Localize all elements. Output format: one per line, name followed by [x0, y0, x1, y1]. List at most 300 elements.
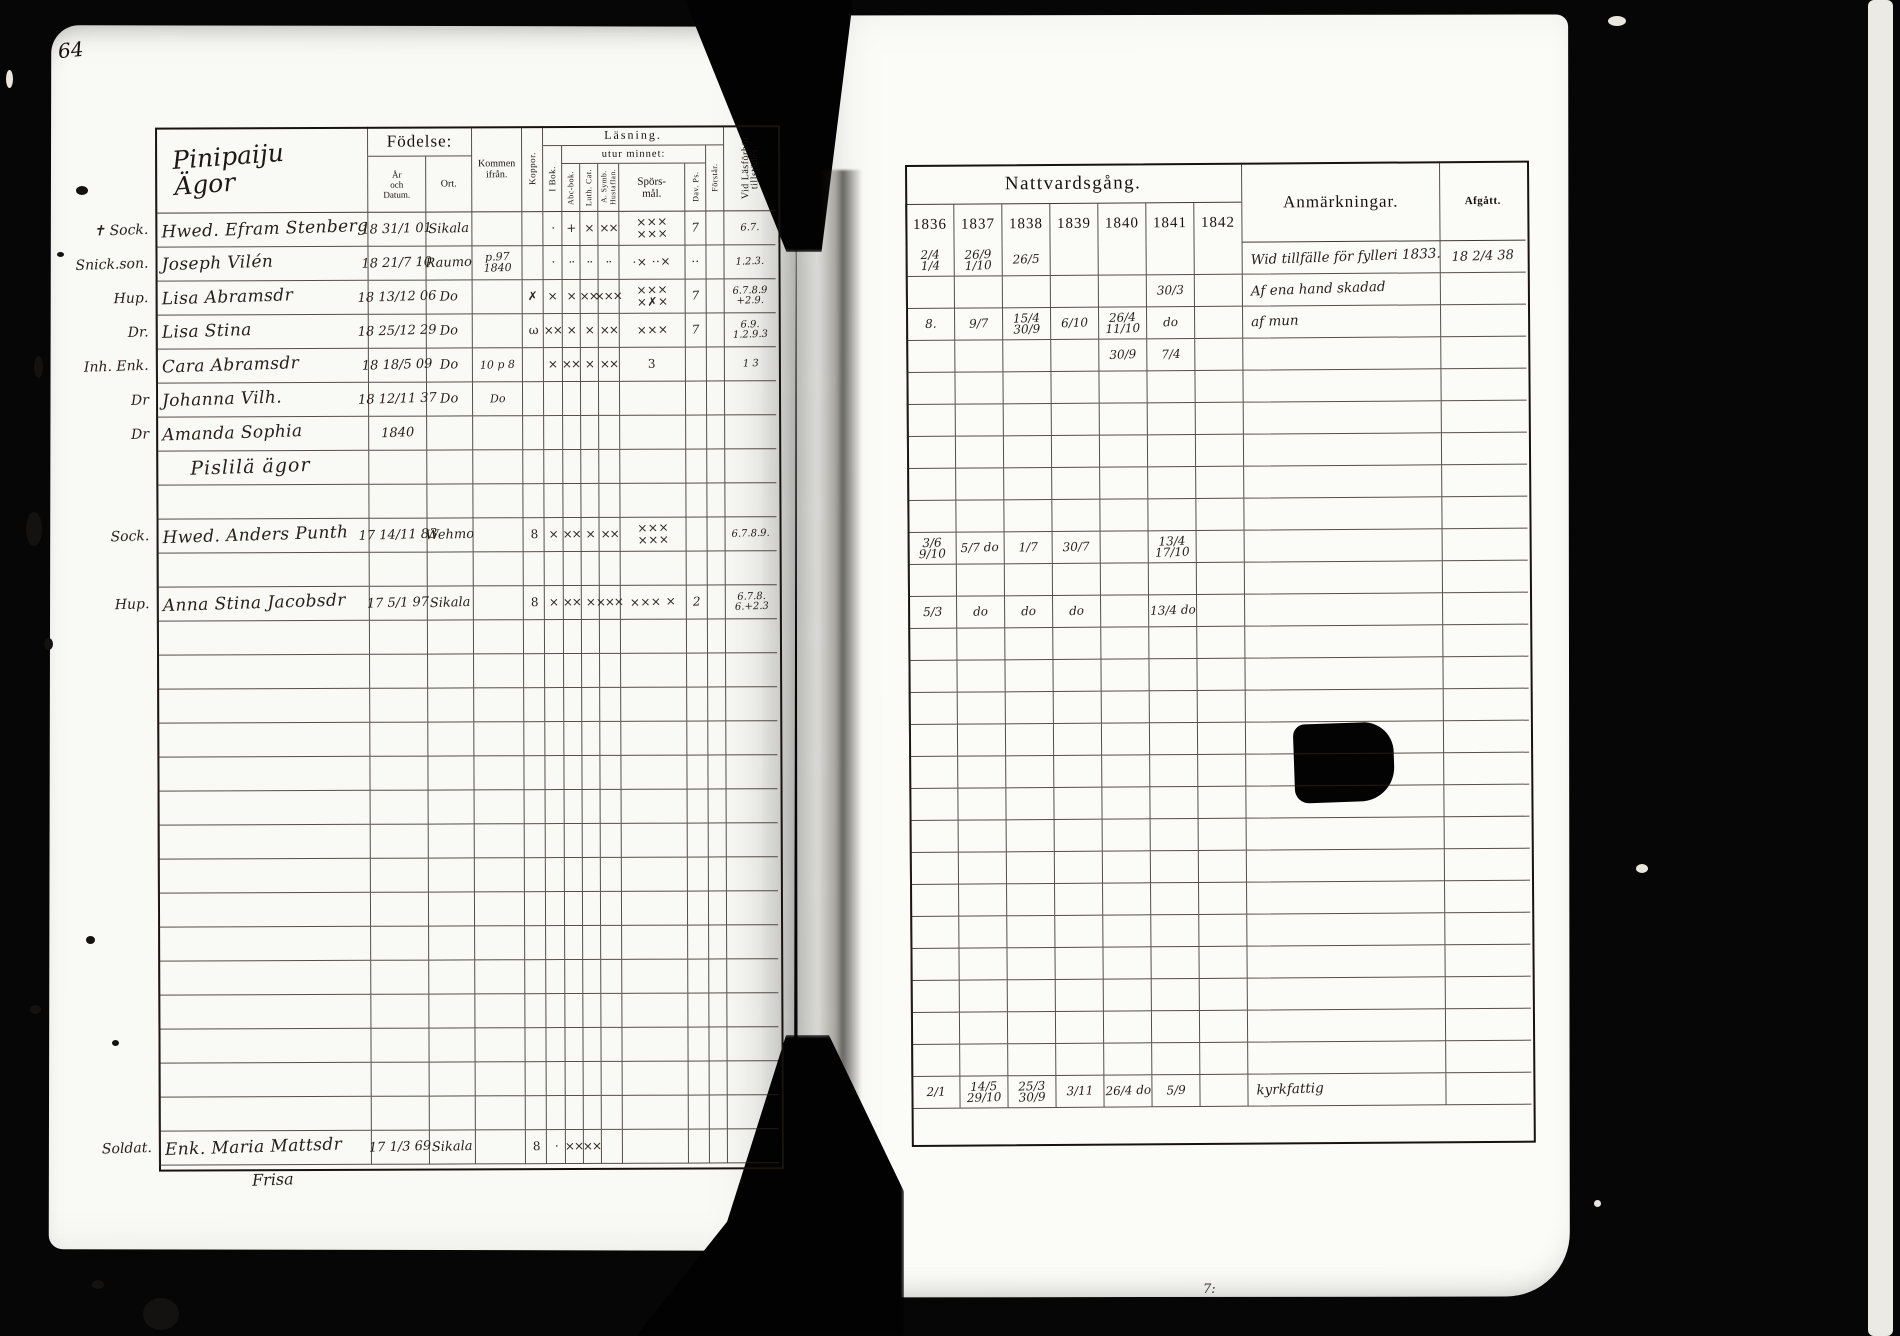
- table-cell-anm: [1244, 625, 1442, 658]
- table-cell-abc: [562, 416, 580, 450]
- table-cell-forstar: [705, 211, 723, 245]
- table-cell-y1836: [907, 405, 955, 437]
- table-cell-y1836: [907, 437, 955, 469]
- table-cell-y1839: [1054, 916, 1102, 948]
- table-cell-symb: [600, 858, 621, 892]
- table-cell-ort: [428, 960, 474, 994]
- table-cell-vid: 6.7.8.9 +2.9.: [724, 279, 776, 313]
- table-cell-y1841: [1151, 979, 1199, 1011]
- table-cell-anm: [1247, 1009, 1445, 1042]
- table-row: [56, 313, 776, 350]
- table-cell-anm: [1243, 497, 1441, 530]
- table-cell-name: [158, 927, 370, 962]
- birth-place-header: Ort.: [425, 156, 471, 212]
- table-cell-vid: [724, 415, 776, 449]
- table-cell-name: [158, 859, 370, 894]
- table-cell-y1839: [1053, 692, 1101, 724]
- table-cell-kommen: [473, 688, 523, 722]
- table-cell-y1842: [1196, 563, 1244, 595]
- table-cell-y1839: [1051, 404, 1099, 436]
- table-cell-symb: [600, 960, 621, 994]
- table-cell-vid: [727, 1061, 779, 1095]
- table-cell-anm: [1245, 689, 1443, 722]
- table-cell-ort: [429, 1096, 475, 1130]
- table-cell-y1837: [959, 980, 1007, 1012]
- table-cell-forstar: [707, 721, 725, 755]
- table-cell-abc: [565, 1062, 583, 1096]
- table-cell-y1842: [1194, 275, 1242, 307]
- table-cell-anm: af mun: [1242, 305, 1440, 338]
- from-memory-group: [561, 146, 705, 213]
- table-cell-ibok: [544, 688, 563, 722]
- table-row: [57, 517, 777, 554]
- table-row: [910, 881, 1530, 917]
- table-cell-anm: [1246, 881, 1444, 914]
- table-cell-ibok: [546, 1096, 565, 1130]
- table-cell-ibok: [545, 1028, 564, 1062]
- table-cell-ort: [427, 756, 473, 790]
- table-cell-luth: [582, 994, 600, 1028]
- table-cell-vid: [726, 925, 778, 959]
- table-cell-y1840: 26/4 do: [1103, 1075, 1151, 1107]
- table-cell-abc: [563, 722, 581, 756]
- table-row: [908, 593, 1528, 629]
- table-cell-y1839: [1053, 724, 1101, 756]
- table-cell-afgatt: [1441, 433, 1527, 466]
- table-cell-forstar: [706, 279, 724, 313]
- table-cell-dav: [686, 620, 707, 654]
- table-cell-y1841: 5/9: [1151, 1075, 1199, 1107]
- table-cell-vid: [724, 381, 776, 415]
- table-cell-vid: [725, 755, 777, 789]
- table-row: [56, 415, 776, 452]
- gutter-fold-crease: [818, 170, 862, 1100]
- table-cell-ort: [428, 790, 474, 824]
- table-cell-y1841: [1149, 787, 1197, 819]
- table-cell-y1842: [1195, 403, 1243, 435]
- questions-header: Spörs- mål.: [618, 164, 684, 212]
- table-cell-y1840: [1100, 563, 1148, 595]
- table-cell-luth: [582, 858, 600, 892]
- edge-speck: [1636, 864, 1648, 873]
- table-cell-ibok: [544, 620, 563, 654]
- table-row: [58, 925, 778, 962]
- table-cell-abc: ××: [563, 518, 581, 552]
- table-cell-y1840: [1099, 467, 1147, 499]
- table-row: [907, 401, 1527, 437]
- table-cell-prefix: Dr: [130, 392, 150, 409]
- table-cell-prefix: [58, 1030, 158, 1064]
- table-cell-forstar: [706, 381, 724, 415]
- table-cell-forstar: [707, 585, 725, 619]
- table-cell-afgatt: [1441, 465, 1527, 498]
- table-cell-dav: [686, 688, 707, 722]
- table-row: [908, 625, 1528, 661]
- table-cell-y1840: 26/4 11/10: [1098, 307, 1146, 339]
- table-cell-kommen: [472, 450, 522, 484]
- table-cell-abc: [563, 552, 581, 586]
- table-cell-born: [369, 723, 427, 757]
- departed-header: Afgått.: [1439, 161, 1526, 242]
- table-cell-dav: 7: [685, 280, 706, 314]
- table-cell-spors: [621, 824, 687, 858]
- table-cell-y1842: [1196, 531, 1244, 563]
- table-cell-y1837: 14/5 29/10: [959, 1076, 1007, 1108]
- table-cell-ibok: [546, 1062, 565, 1096]
- table-cell-y1836: [911, 981, 959, 1013]
- household-examination-table: [55, 125, 779, 1166]
- table-cell-y1838: 26/5: [1002, 244, 1050, 276]
- table-cell-name: [159, 1063, 371, 1098]
- table-cell-ort: Do: [426, 280, 472, 314]
- birth-date-header: År och Datum.: [367, 157, 425, 213]
- table-cell-y1840: [1101, 691, 1149, 723]
- table-cell-name: [157, 621, 369, 656]
- table-cell-name: [157, 655, 369, 690]
- table-cell-ort: Sikala: [425, 212, 471, 246]
- table-cell-dav: [686, 552, 707, 586]
- table-cell-symb: ··: [597, 246, 618, 280]
- table-cell-anm: Af ena hand skadad: [1242, 273, 1440, 306]
- table-row: [57, 653, 777, 690]
- table-cell-ibok: [543, 382, 562, 416]
- table-cell-y1840: [1099, 499, 1147, 531]
- table-cell-y1836: [910, 885, 958, 917]
- table-cell-spors: ××× ×××: [620, 518, 686, 552]
- table-cell-kommen: [474, 926, 524, 960]
- table-cell-symb: [598, 382, 619, 416]
- table-cell-y1838: [1004, 660, 1052, 692]
- table-cell-vid: [726, 823, 778, 857]
- table-cell-y1840: [1103, 1043, 1151, 1075]
- table-row: [907, 433, 1527, 469]
- table-cell-spors: ××× ×✗×: [619, 280, 685, 314]
- table-cell-anm: [1243, 401, 1441, 434]
- table-cell-abc: ××: [565, 1130, 583, 1164]
- table-cell-symb: [600, 790, 621, 824]
- table-row: [906, 273, 1526, 309]
- table-cell-born: [370, 995, 428, 1029]
- table-cell-y1839: [1050, 340, 1098, 372]
- table-cell-y1840: [1102, 851, 1150, 883]
- table-cell-prefix: [58, 962, 158, 996]
- table-cell-y1837: [955, 500, 1003, 532]
- table-cell-prefix: [59, 1098, 159, 1132]
- table-cell-luth: [581, 654, 599, 688]
- table-cell-abc: [564, 994, 582, 1028]
- table-cell-forstar: [706, 347, 724, 381]
- table-cell-abc: [563, 654, 581, 688]
- table-cell-spors: [621, 858, 687, 892]
- table-cell-luth: [582, 1028, 600, 1062]
- table-cell-afgatt: [1442, 593, 1528, 626]
- table-cell-y1842: [1198, 851, 1246, 883]
- table-cell-name: Cara Abramsdr: [156, 349, 368, 384]
- table-cell-koppor: 8: [523, 518, 544, 552]
- table-cell-y1842: [1196, 659, 1244, 691]
- table-cell-y1839: 6/10: [1050, 308, 1098, 340]
- table-cell-symb: [599, 756, 620, 790]
- table-cell-vid: 6.9. 1.2.9.3: [724, 313, 776, 347]
- table-cell-kommen: [473, 756, 523, 790]
- table-cell-koppor: ✗: [522, 280, 543, 314]
- table-cell-dav: 2: [686, 586, 707, 620]
- table-cell-spors: [620, 552, 686, 586]
- table-cell-y1836: [910, 917, 958, 949]
- next-page-edge: [1868, 0, 1893, 1336]
- table-cell-afgatt: [1443, 689, 1529, 722]
- table-cell-prefix: [56, 486, 156, 520]
- table-cell-y1840: [1101, 755, 1149, 787]
- table-cell-y1836: 5/3: [908, 597, 956, 629]
- table-cell-spors: ××× ×: [620, 586, 686, 620]
- table-cell-name: Hwed. Efram Stenberg: [155, 213, 367, 248]
- table-cell-kommen: [474, 858, 524, 892]
- table-cell-ort: Raumo: [425, 246, 471, 280]
- table-row: [59, 1095, 779, 1132]
- table-cell-kommen: [474, 892, 524, 926]
- table-cell-spors: [621, 1028, 687, 1062]
- table-cell-name: [158, 995, 370, 1030]
- table-row: [59, 1129, 779, 1166]
- table-cell-spors: [620, 722, 686, 756]
- table-cell-born: [370, 961, 428, 995]
- table-cell-vid: 6.7.8.9.: [725, 517, 777, 551]
- table-row: [57, 585, 777, 622]
- table-cell-prefix: [57, 656, 157, 690]
- table-cell-y1841: [1146, 243, 1194, 275]
- table-cell-koppor: 8: [525, 1130, 546, 1164]
- table-cell-y1836: [908, 661, 956, 693]
- table-cell-kommen: [473, 654, 523, 688]
- table-cell-dav: [685, 450, 706, 484]
- table-cell-dav: [688, 1129, 709, 1163]
- table-cell-y1840: [1102, 819, 1150, 851]
- table-cell-anm: [1244, 593, 1442, 626]
- table-cell-abc: ××: [562, 348, 580, 382]
- table-cell-ort: [428, 1028, 474, 1062]
- table-cell-prefix: Soldat.: [101, 1139, 153, 1158]
- table-cell-y1838: [1006, 916, 1054, 948]
- table-cell-y1837: [957, 756, 1005, 788]
- table-cell-forstar: [707, 755, 725, 789]
- table-cell-y1842: [1199, 1075, 1247, 1107]
- table-cell-y1836: [906, 341, 954, 373]
- table-cell-vid: [725, 653, 777, 687]
- table-cell-y1839: [1052, 660, 1100, 692]
- table-cell-kommen: [475, 1062, 525, 1096]
- remarks-header: Anmärkningar.: [1241, 161, 1440, 242]
- table-cell-ibok: ×: [543, 348, 562, 382]
- table-cell-y1838: [1003, 404, 1051, 436]
- table-cell-y1836: [909, 789, 957, 821]
- table-cell-dav: [685, 348, 706, 382]
- table-cell-y1842: [1197, 787, 1245, 819]
- table-cell-y1842: [1195, 435, 1243, 467]
- table-cell-forstar: [706, 483, 724, 517]
- birth-header: Födelse:: [367, 126, 471, 156]
- table-cell-abc: [564, 1028, 582, 1062]
- table-cell-dav: [688, 1095, 709, 1129]
- table-cell-ort: [427, 620, 473, 654]
- table-cell-anm: Wid tillfälle för fylleri 1833.: [1242, 241, 1440, 274]
- arrived-from-header: Kommen ifrån.: [471, 126, 521, 212]
- table-row: [58, 993, 778, 1030]
- table-cell-forstar: [707, 517, 725, 551]
- table-cell-ibok: [545, 926, 564, 960]
- table-cell-kommen: [475, 1130, 525, 1164]
- table-row: [907, 465, 1527, 501]
- edge-speck: [1608, 16, 1626, 26]
- table-cell-dav: ··: [684, 246, 705, 280]
- table-cell-forstar: [706, 313, 724, 347]
- table-cell-y1840: [1100, 531, 1148, 563]
- table-row: [56, 279, 776, 316]
- table-cell-born: 18 12/11 37: [368, 383, 426, 417]
- footer-script-note: Frisa: [251, 1169, 294, 1190]
- table-cell-ibok: [545, 824, 564, 858]
- symbolum-header: A. Symb. Hustaflan.: [597, 164, 618, 212]
- table-cell-spors: [622, 1062, 688, 1096]
- table-cell-name: [157, 723, 369, 758]
- table-cell-y1842: [1197, 755, 1245, 787]
- table-row: [906, 369, 1526, 405]
- table-cell-koppor: ω: [522, 314, 543, 348]
- table-cell-y1838: [1007, 1012, 1055, 1044]
- table-cell-symb: [601, 1096, 622, 1130]
- year-header-1842: 1842: [1193, 203, 1241, 243]
- table-cell-abc: [564, 858, 582, 892]
- table-cell-y1838: 25/3 30/9: [1007, 1076, 1055, 1108]
- table-cell-prefix: [57, 758, 157, 792]
- table-cell-abc: ×: [562, 314, 580, 348]
- table-cell-born: 17 1/3 69: [371, 1131, 429, 1165]
- table-cell-spors: [622, 1130, 688, 1164]
- table-cell-name: [159, 1097, 371, 1132]
- table-cell-luth: [583, 1096, 601, 1130]
- table-cell-born: [370, 1029, 428, 1063]
- table-cell-name: [156, 485, 368, 520]
- table-cell-spors: [620, 688, 686, 722]
- corner-scribble: 7:: [1203, 1282, 1216, 1297]
- table-cell-prefix: [58, 860, 158, 894]
- table-cell-y1840: [1100, 627, 1148, 659]
- table-row: [59, 1061, 779, 1098]
- table-cell-y1837: do: [956, 596, 1004, 628]
- table-cell-born: 17 5/1 97: [369, 587, 427, 621]
- table-cell-ibok: [544, 552, 563, 586]
- table-cell-y1836: 3/6 9/10: [908, 533, 956, 565]
- table-cell-luth: [581, 552, 599, 586]
- table-cell-forstar: [706, 449, 724, 483]
- table-cell-y1842: [1194, 243, 1242, 275]
- table-cell-ort: Do: [426, 314, 472, 348]
- table-cell-y1839: [1053, 788, 1101, 820]
- table-cell-afgatt: [1442, 657, 1528, 690]
- table-cell-prefix: Inh. Enk.: [84, 357, 150, 376]
- table-cell-vid: [726, 891, 778, 925]
- table-cell-y1838: [1006, 852, 1054, 884]
- table-cell-y1842: [1194, 371, 1242, 403]
- table-cell-y1839: [1051, 468, 1099, 500]
- table-row: [908, 657, 1528, 693]
- table-cell-spors: ×××: [619, 314, 685, 348]
- table-cell-kommen: [473, 620, 523, 654]
- table-cell-y1837: [956, 660, 1004, 692]
- table-row: [56, 381, 776, 418]
- table-cell-kommen: Do: [472, 382, 522, 416]
- table-cell-prefix: [58, 928, 158, 962]
- table-cell-y1840: [1102, 915, 1150, 947]
- table-cell-y1839: [1050, 244, 1098, 276]
- year-header-1841: 1841: [1145, 203, 1193, 243]
- table-cell-y1839: [1055, 1012, 1103, 1044]
- table-cell-y1841: 7/4: [1146, 339, 1194, 371]
- table-cell-anm: [1246, 817, 1444, 850]
- table-cell-y1839: do: [1052, 596, 1100, 628]
- table-cell-vid: [725, 687, 777, 721]
- table-cell-koppor: [525, 1062, 546, 1096]
- table-cell-y1836: [908, 629, 956, 661]
- table-cell-y1842: [1199, 1011, 1247, 1043]
- table-cell-abc: [563, 756, 581, 790]
- table-cell-dav: [687, 959, 708, 993]
- table-cell-y1840: [1102, 947, 1150, 979]
- table-cell-koppor: [521, 246, 542, 280]
- davids-psalms-header: Dav. Ps.: [684, 164, 705, 212]
- table-cell-spors: [619, 382, 685, 416]
- table-cell-anm: [1245, 785, 1443, 818]
- table-cell-y1838: [1004, 564, 1052, 596]
- table-cell-luth: [582, 926, 600, 960]
- table-cell-ort: [429, 1062, 475, 1096]
- reading-header: Läsning.: [542, 125, 723, 146]
- table-cell-afgatt: 18 2/4 38: [1440, 241, 1526, 274]
- table-row: [55, 211, 775, 248]
- table-cell-symb: [601, 1130, 622, 1164]
- table-row: [909, 753, 1529, 789]
- table-cell-symb: [600, 1028, 621, 1062]
- table-row: [56, 347, 776, 384]
- table-row: [907, 497, 1527, 533]
- table-cell-y1841: 30/3: [1146, 275, 1194, 307]
- table-cell-y1841: 13/4 do: [1148, 595, 1196, 627]
- table-cell-y1837: [957, 692, 1005, 724]
- table-cell-y1839: [1052, 564, 1100, 596]
- table-cell-luth: [582, 790, 600, 824]
- table-cell-prefix: Snick.son.: [75, 255, 149, 274]
- table-row: [911, 1009, 1531, 1045]
- table-cell-symb: [599, 654, 620, 688]
- right-table-header: [905, 161, 1526, 245]
- table-cell-ort: [426, 416, 472, 450]
- table-cell-afgatt: [1444, 913, 1530, 946]
- table-cell-afgatt: [1443, 785, 1529, 818]
- table-cell-prefix: [58, 792, 158, 826]
- table-cell-name: [158, 791, 370, 826]
- table-cell-ort: [428, 926, 474, 960]
- table-cell-born: [368, 485, 426, 519]
- table-cell-luth: ×: [579, 212, 597, 246]
- table-cell-name: [158, 1029, 370, 1064]
- table-cell-prefix: [57, 622, 157, 656]
- ink-speck: [26, 512, 42, 546]
- table-cell-ort: [428, 892, 474, 926]
- table-cell-luth: [581, 756, 599, 790]
- table-cell-born: [369, 553, 427, 587]
- table-cell-name: Joseph Vilén: [155, 247, 367, 282]
- table-cell-y1839: [1055, 980, 1103, 1012]
